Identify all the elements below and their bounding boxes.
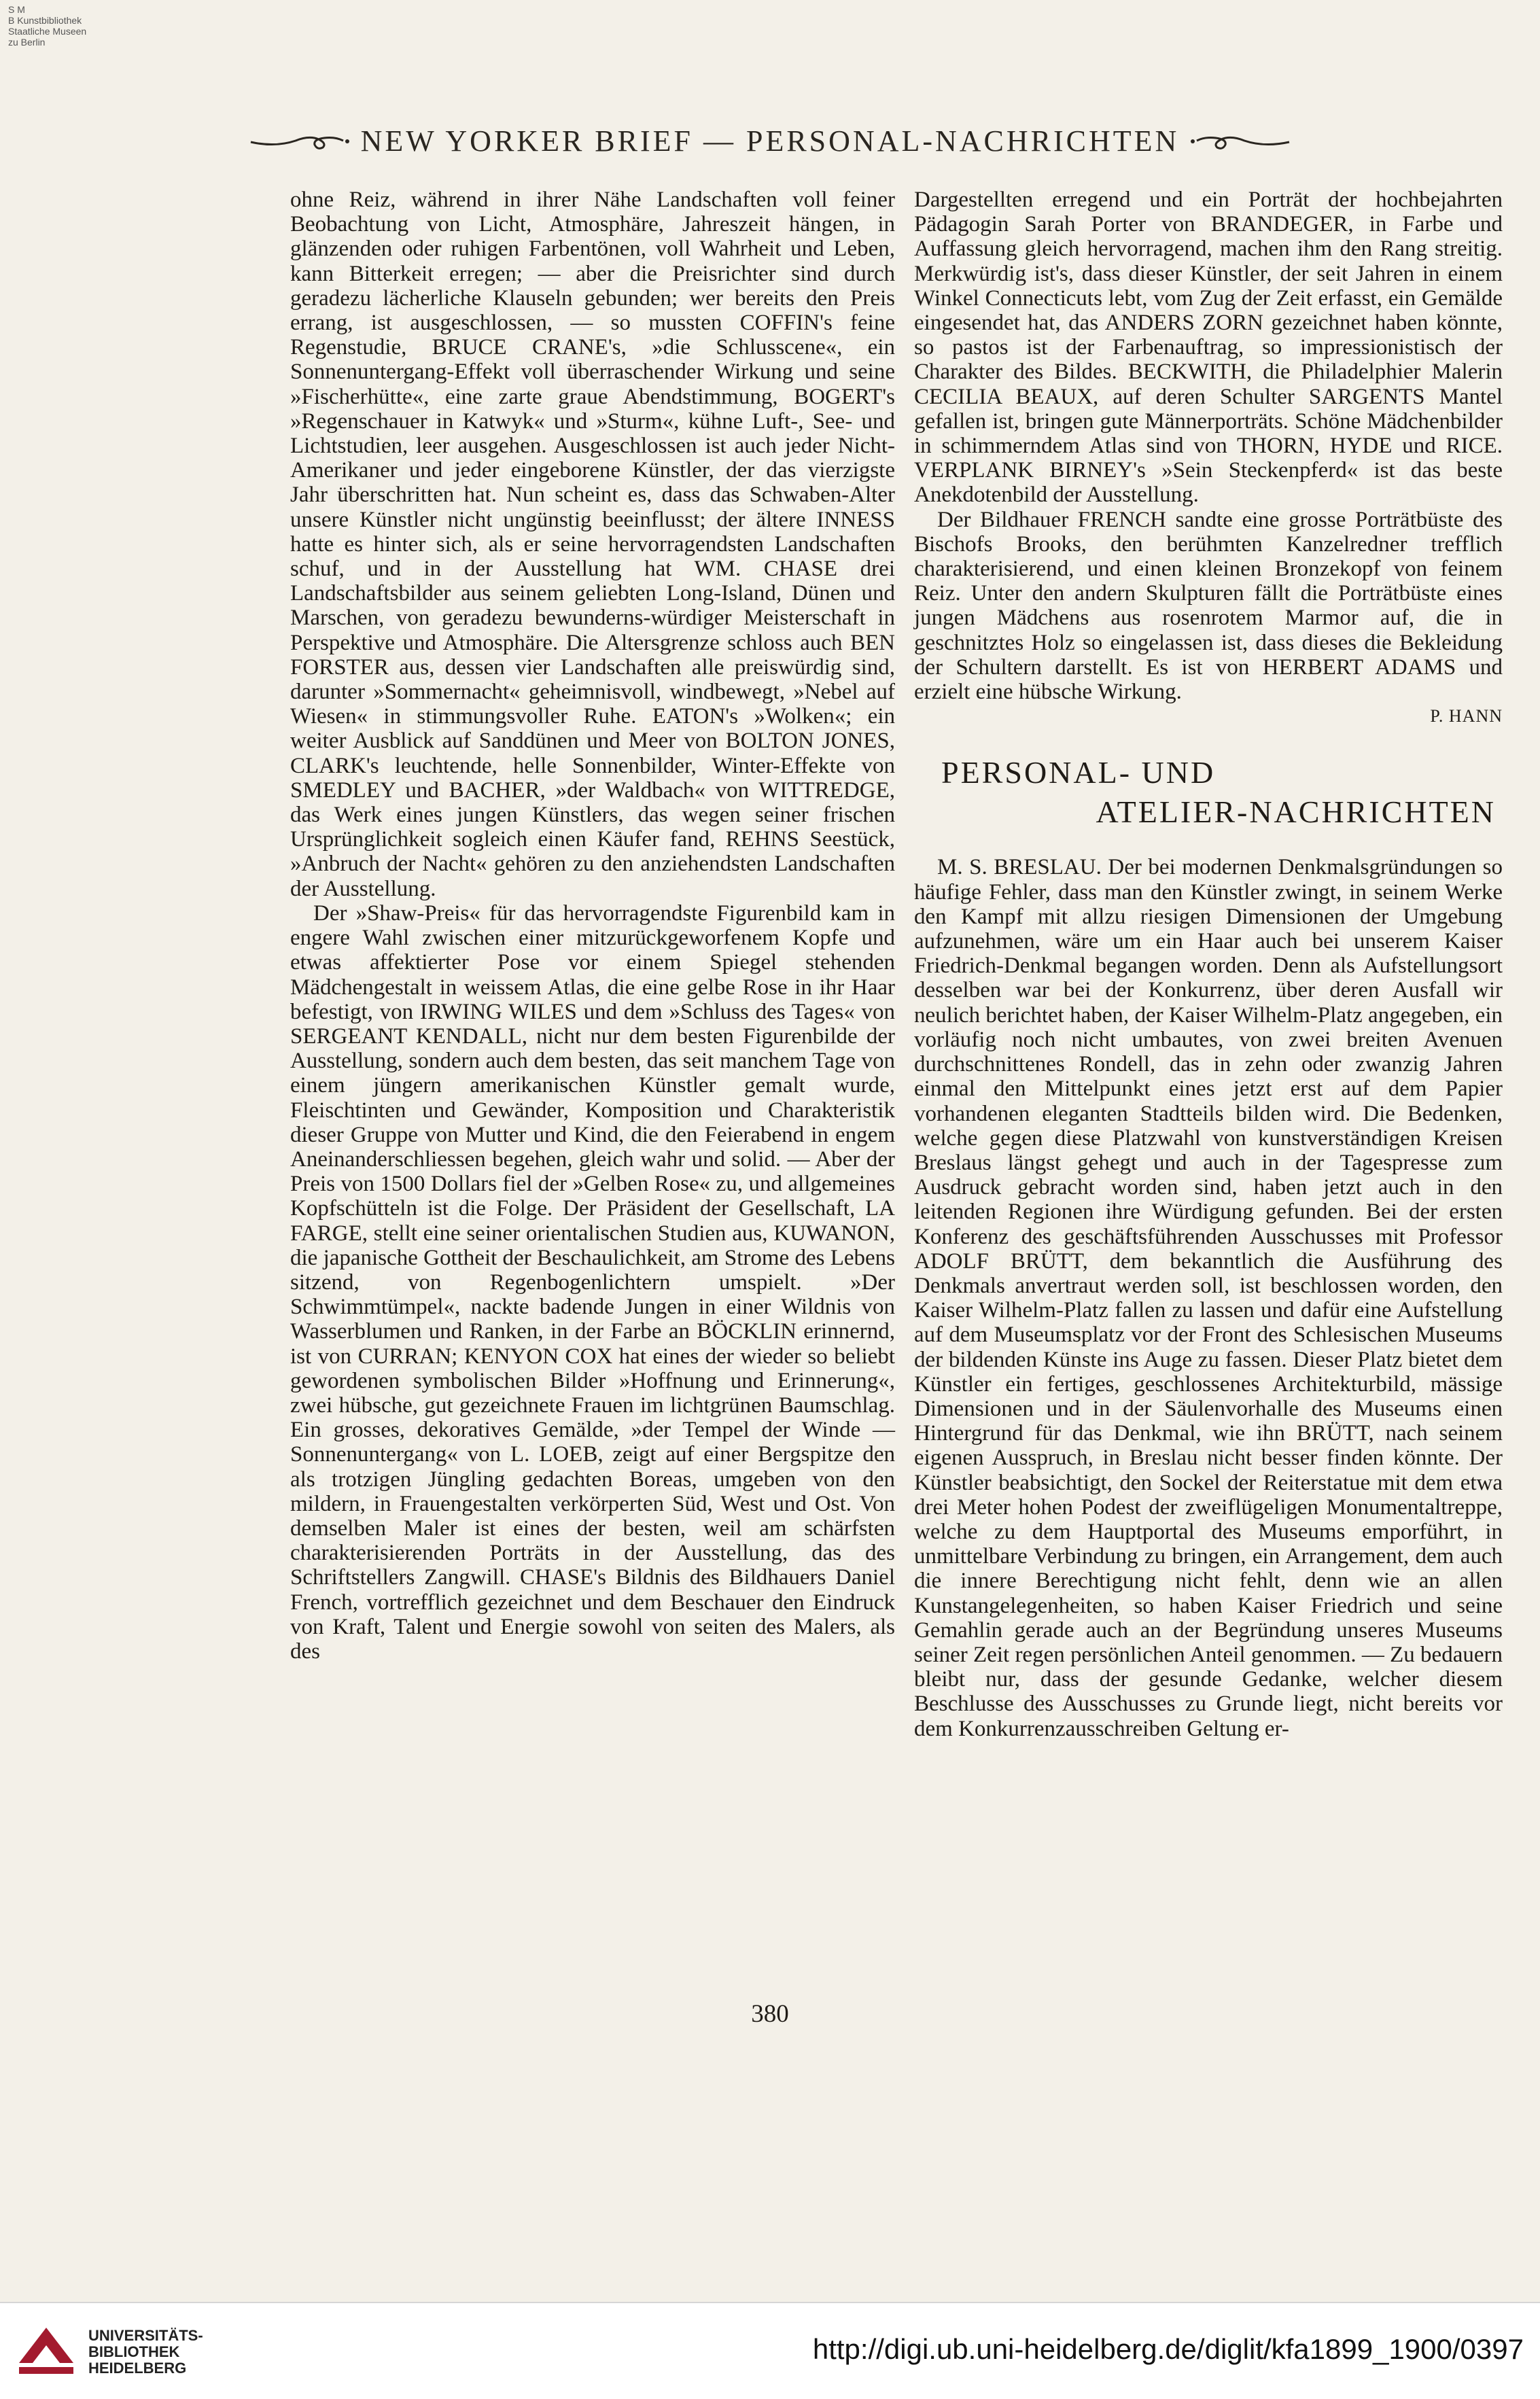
page-number: 380 bbox=[751, 2000, 789, 2028]
library-stamp bbox=[8, 4, 86, 48]
article-paragraph: Der Bildhauer FRENCH sandte eine grosse Porträtbüste des Bischofs Brooks, den berühmten Kanzelredner trefflich charakterisierend, und einen kleinen Bronzekopf von feinem Reiz. Unter den andern Skulpturen fällt die Porträtbüste eines jungen Mädchens aus rosenrotem Marmor auf, die in geschnitztes Holz so eingelassen ist, dass dieses die Bekleidung der Schultern darstellt. Es ist von HERBERT ADAMS und erzielt eine hübsche Wirkung. bbox=[914, 507, 1503, 705]
article-paragraph: ohne Reiz, während in ihrer Nähe Landschaften voll feiner Beobachtung von Licht, Atmosphäre, Jahreszeit hängen, in glänzenden oder ruhigen Farbentönen, voll Wahrheit und Leben, kann Bitterkeit erregen; — aber die Preisrichter sind durch geradezu lächerliche Klauseln gebunden; wer bereits den Preis errang, ist ausgeschlossen, — so mussten COFFIN's feine Regenstudie, BRUCE CRANE's, »die Schlusscene«, ein Sonnenuntergang-Effekt voll überraschender Wirkung und seine »Fischerhütte«, eine zarte graue Abendstimmung, BOGERT's »Regenschauer in Katwyk« und »Sturm«, kühne Luft-, See- und Lichtstudien, leer ausgehen. Ausgeschlossen ist auch jeder Nicht-Amerikaner und jeder eingeborene Künstler, der das vierzigste Jahr überschritten hat. Nun scheint es, dass das Schwaben-Alter unsere Künstler nicht ungünstig beeinflusst; der ältere INNESS hatte es hinter sich, als er seine hervorragendsten Landschaften schuf, und in der Ausstellung hat WM. CHASE drei Landschaftsbilder aus seinem geliebten Long-Island, Dünen und Marschen, von geradezu bewunderns-würdiger Meisterschaft in Perspektive und Atmosphäre. Die Altersgrenze schloss auch BEN FORSTER aus, dessen vier Landschaften alle preiswürdig sind, darunter »Sommernacht« geheimnisvoll, windbewegt, »Nebel auf Wiesen« in stimmungsvoller Ruhe. EATON's »Wolken«; ein weiter Ausblick auf Sanddünen und Meer von BOLTON JONES, CLARK's leuchtende, helle Sonnenbilder, Winter-Effekte von SMEDLEY und BACHER, »der Waldbach« von WITTREDGE, das Werk eines jungen Künstlers, das wegen seiner frischen Ursprünglichkeit sogleich einen Käufer fand, REHNS Seestück, »Anbruch der Nacht« gehören zu den anziehendsten Landschaften der Ausstellung. bbox=[290, 188, 895, 901]
stamp-line: zu Berlin bbox=[8, 37, 46, 48]
university-library-logo-icon bbox=[14, 2322, 79, 2379]
article-paragraph: Dargestellten erregend und ein Porträt der hochbejahrten Pädagogin Sarah Porter von BRANDEGER, in Farbe und Auffassung gleich hervorragend, machen ihm den Rang streitig. Merkwürdig ist's, dass dieser Künstler, der seit Jahren in einem Winkel Connecticuts lebt, vom Zug der Zeit erfasst, ein Gemälde eingesendet hat, das ANDERS ZORN gezeichnet haben könnte, so pastos ist der Farbenauftrag, so impressionistisch der Charakter des Bildes. BECKWITH, die Philadelphier Malerin CECILIA BEAUX, auf deren Schulter SARGENTS Mantel gefallen ist, bringen gute Männerporträts. Schöne Mädchenbilder in schimmerndem Atlas sind von THORN, HYDE und RICE. VERPLANK BIRNEY's »Sein Steckenpferd« ist das beste Anekdotenbild der Ausstellung. bbox=[914, 188, 1503, 508]
article-paragraph: Der »Shaw-Preis« für das hervorragendste Figurenbild kam in engere Wahl zwischen einer mitzurückgeworfenem Kopfe und etwas affektierter Pose vor einem Spiegel stehenden Mädchengestalt in weissem Atlas, die eine gelbe Rose in ihr Haar befestigt, von IRWING WILES und dem »Schluss des Tages« von SERGEANT KENDALL, nicht nur dem besten Figurenbilde der Ausstellung, sondern auch dem besten, das seit manchem Tage von einem jüngern amerikanischen Künstler gemalt wurde, Fleischtinten und Gewänder, Komposition und Charakteristik dieser Gruppe von Mutter und Kind, die den Feierabend in engem Aneinanderschliessen begehen, gleich wahr und solid. — Aber der Preis von 1500 Dollars fiel der »Gelben Rose« zu, und allgemeines Kopfschütteln ist die Folge. Der Präsident der Gesellschaft, LA FARGE, stellt eine seiner orientalischen Studien aus, KUWANON, die japanische Gottheit der Beschaulichkeit, am Strome des Lebens sitzend, von Regenbogenlichtern umspielt. »Der Schwimmtümpel«, nackte badende Jungen in einer Wildnis von Wasserblumen und Ranken, in der Farbe an BÖCKLIN erinnernd, ist von CURRAN; KENYON COX hat eines der wieder so beliebt gewordenen symbolischen Bilder »Hoffnung und Erinnerung«, zwei hübsche, gut gezeichnete Frauen im lichtgrünen Baumschlag. Ein grosses, dekoratives Gemälde, »der Tempel der Winde — Sonnenuntergang« von L. LOEB, zeigt auf einer Bergspitze den als trotzigen Jüngling gedachten Boreas, umgeben von den mildern, in Frauengestalten verkörperten Süd, West und Ost. Von demselben Maler ist eines der besten, weil am schärfsten charakterisierenden Porträts in der Ausstellung, das des Schriftstellers Zangwill. CHASE's Bildnis des Bildhauers Daniel French, vortrefflich gezeichnet und dem Beschauer den Eindruck von Kraft, Talent und Energie sowohl von seiten des Malers, als des bbox=[290, 900, 895, 1664]
news-paragraph: M. S. BRESLAU. Der bei modernen Denkmalsgründungen so häufige Fehler, dass man den Künstler zwingt, in seinem Werke den Kampf mit allzu riesigen Dimensionen der Umgebung aufzunehmen, wäre um ein Haar auch bei unserem Kaiser Friedrich-Denkmal begangen worden. Denn als Aufstellungsort desselben war bei der Konkurrenz, über deren Ausfall wir neulich berichtet haben, der Kaiser Wilhelm-Platz angegeben, ein vorläufig noch nicht umbautes, von zwei breiten Avenuen durchschnittenes Rondell, das in zehn oder zwanzig Jahren einmal den Mittelpunkt eines jetzt erst auf dem Papier vorhandenen eleganten Stadtteils bilden wird. Die Bedenken, welche gegen diese Platzwahl von kunstverständigen Kreisen Breslaus längst gehegt und auch in der Tagespresse zum Ausdruck gebracht worden sind, haben jetzt auch in den leitenden Regionen ihre Würdigung gefunden. Bei der ersten Konferenz des geschäftsführenden Ausschusses mit Professor ADOLF BRÜTT, dem bekanntlich die Ausführung des Denkmals anvertraut werden soll, ist beschlossen worden, den Kaiser Wilhelm-Platz fallen zu lassen und dafür eine Aufstellung auf dem Museumsplatz vor der Front des Schlesischen Museums der bildenden Künste ins Auge zu fassen. Dieser Platz bietet dem Künstler ein fertiges, geschlossenes Architekturbild, mässige Dimensionen und in der Säulenvorhalle des Museums einen Hintergrund für das Denkmal, wie ihn BRÜTT, nach seinem eigenen Ausspruch, in Breslau nicht besser finden könnte. Der Künstler beabsichtigt, den Sockel der Reiterstatue mit dem etwa drei Meter hohen Podest der zweiflügeligen Monumentaltreppe, welche zu dem Hauptportal des Museums emporführt, in unmittelbare Verbindung zu bringen, ein Arrangement, dem auch die innere Berechtigung nicht fehlt, denn wie an allen Kunstangelegenheiten, so haben Kaiser Friedrich und seine Gemahlin gerade auch an der Begründung unseres Museums seiner Zeit regen persönlichen Anteil genommen. — Zu bedauern bleibt nur, dass der gesunde Gedanke, welcher diesem Beschlusse des Ausschusses zu Grunde liegt, nicht bereits vor dem Konkurrenzausschreiben Geltung er- bbox=[914, 855, 1503, 1741]
section-title-line: ATELIER-NACHRICHTEN bbox=[1096, 794, 1496, 830]
university-library-name bbox=[88, 2328, 203, 2377]
running-head bbox=[0, 117, 1540, 164]
left-ornament-icon bbox=[248, 127, 350, 154]
library-name-line: UNIVERSITÄTS- bbox=[88, 2327, 203, 2344]
stamp-line: B Kunstbibliothek bbox=[8, 15, 82, 26]
author-signature: P. HANN bbox=[1430, 706, 1503, 726]
footer-bar bbox=[0, 2302, 1540, 2399]
section-title-line: PERSONAL- UND bbox=[941, 755, 1216, 790]
stamp-line: Staatliche Museen bbox=[8, 26, 87, 37]
right-column bbox=[914, 188, 1503, 1741]
right-ornament-icon bbox=[1190, 127, 1292, 154]
left-column bbox=[290, 188, 895, 1664]
running-head-title: NEW YORKER BRIEF — PERSONAL-NACHRICHTEN bbox=[360, 124, 1180, 158]
library-name-line: HEIDELBERG bbox=[88, 2360, 187, 2377]
section-title bbox=[914, 753, 1503, 832]
stamp-line: S M bbox=[8, 4, 25, 15]
library-name-line: BIBLIOTHEK bbox=[88, 2343, 180, 2360]
digital-library-link[interactable]: http://digi.ub.uni-heidelberg.de/diglit/kfa1899_1900/0397 bbox=[812, 2333, 1524, 2365]
